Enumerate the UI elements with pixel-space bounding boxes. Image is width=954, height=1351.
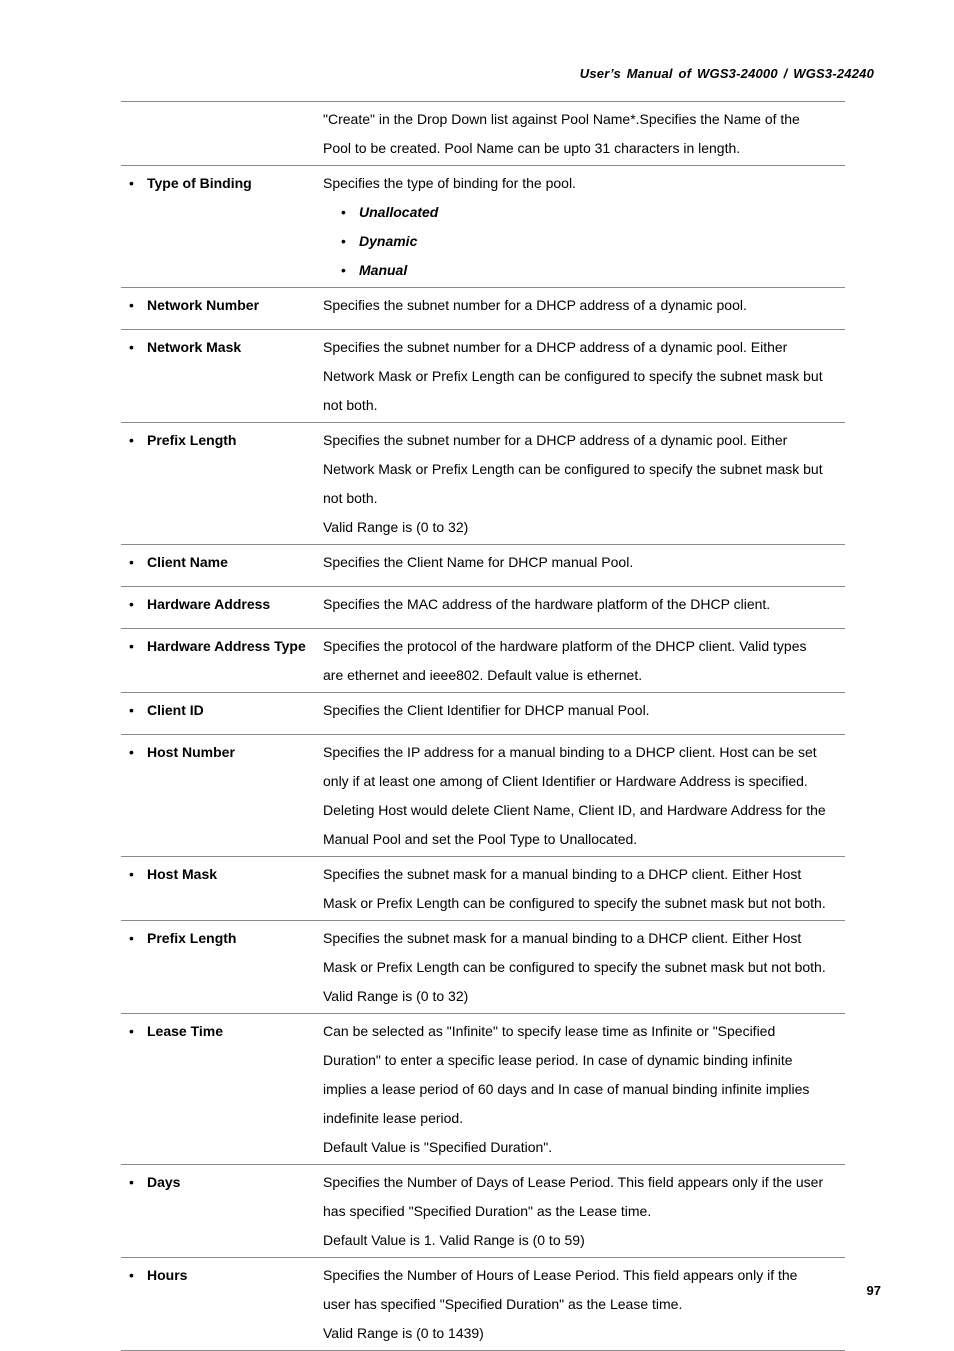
description-line: Can be selected as "Infinite" to specify lease time as Infinite or "Specified bbox=[323, 1023, 776, 1039]
binding-option-label: Manual bbox=[359, 262, 408, 278]
description-line: Specifies the IP address for a manual binding to a DHCP client. Host can be set bbox=[323, 744, 817, 760]
table-row bbox=[121, 1014, 845, 1165]
parameter-name-cell bbox=[121, 166, 323, 288]
table-row bbox=[121, 423, 845, 545]
table-row bbox=[121, 330, 845, 423]
description-line: Specifies the subnet number for a DHCP address of a dynamic pool. Either bbox=[323, 339, 788, 355]
description-line: Specifies the subnet mask for a manual binding to a DHCP client. Either Host bbox=[323, 866, 802, 882]
description-line: user has specified "Specified Duration" as the Lease time. bbox=[323, 1296, 683, 1312]
description-line: Specifies the Number of Hours of Lease Period. This field appears only if the bbox=[323, 1267, 798, 1283]
parameter-name-cell bbox=[121, 857, 323, 921]
description-line: not both. bbox=[323, 397, 378, 413]
parameter-name: Days bbox=[147, 1174, 181, 1190]
parameter-description-cell bbox=[323, 1014, 845, 1165]
parameter-name: Host Mask bbox=[147, 866, 218, 882]
description-line: Specifies the type of binding for the pool. bbox=[323, 175, 576, 191]
description-line: Default Value is "Specified Duration". bbox=[323, 1139, 553, 1155]
description-line: indefinite lease period. bbox=[323, 1110, 464, 1126]
parameter-name: Hardware Address Type bbox=[147, 638, 306, 654]
bullet-icon: • bbox=[129, 297, 134, 313]
bullet-icon: • bbox=[129, 339, 134, 355]
table-row bbox=[121, 857, 845, 921]
parameter-description-cell bbox=[323, 423, 845, 545]
parameter-description-cell bbox=[323, 545, 845, 587]
parameter-description-cell bbox=[323, 166, 845, 288]
parameter-description-cell bbox=[323, 288, 845, 330]
running-header: User’s Manual of WGS3-24000 / WGS3-24240 bbox=[579, 66, 874, 81]
parameter-description-cell bbox=[323, 629, 845, 693]
description-line: only if at least one among of Client Identifier or Hardware Address is specified. bbox=[323, 773, 808, 789]
description-line: Specifies the subnet number for a DHCP address of a dynamic pool. bbox=[323, 297, 747, 313]
table-row bbox=[121, 587, 845, 629]
parameter-name-cell bbox=[121, 330, 323, 423]
parameter-table bbox=[121, 101, 845, 1351]
table-row bbox=[121, 735, 845, 857]
parameter-description-cell bbox=[323, 1165, 845, 1258]
bullet-icon: • bbox=[129, 554, 134, 570]
table-row bbox=[121, 545, 845, 587]
description-line: Specifies the Client Name for DHCP manual Pool. bbox=[323, 554, 634, 570]
table-row bbox=[121, 629, 845, 693]
description-line: Duration" to enter a specific lease period. In case of dynamic binding infinite bbox=[323, 1052, 793, 1068]
parameter-description-cell bbox=[323, 1258, 845, 1351]
parameter-name-cell bbox=[121, 921, 323, 1014]
parameter-name: Prefix Length bbox=[147, 432, 237, 448]
parameter-description-cell bbox=[323, 857, 845, 921]
description-line: "Create" in the Drop Down list against Pool Name*.Specifies the Name of the bbox=[323, 111, 800, 127]
bullet-icon: • bbox=[341, 262, 346, 278]
description-line: Specifies the protocol of the hardware platform of the DHCP client. Valid types bbox=[323, 638, 807, 654]
bullet-icon: • bbox=[129, 432, 134, 448]
parameter-description-cell bbox=[323, 921, 845, 1014]
description-line: Specifies the subnet mask for a manual binding to a DHCP client. Either Host bbox=[323, 930, 802, 946]
bullet-icon: • bbox=[129, 1174, 134, 1190]
bullet-icon: • bbox=[129, 175, 134, 191]
parameter-name: Hardware Address bbox=[147, 596, 271, 612]
bullet-icon: • bbox=[129, 1267, 134, 1283]
description-line: Network Mask or Prefix Length can be configured to specify the subnet mask but bbox=[323, 461, 823, 477]
description-line: not both. bbox=[323, 490, 378, 506]
bullet-icon: • bbox=[341, 204, 346, 220]
description-line: Valid Range is (0 to 32) bbox=[323, 988, 469, 1004]
binding-option bbox=[323, 227, 841, 256]
description-line: Specifies the subnet number for a DHCP address of a dynamic pool. Either bbox=[323, 432, 788, 448]
binding-option-label: Unallocated bbox=[359, 204, 439, 220]
binding-option bbox=[323, 198, 841, 227]
description-line: Specifies the Number of Days of Lease Period. This field appears only if the user bbox=[323, 1174, 824, 1190]
parameter-name-cell bbox=[121, 693, 323, 735]
description-line: Pool to be created. Pool Name can be upto 31 characters in length. bbox=[323, 140, 741, 156]
bullet-icon: • bbox=[129, 702, 134, 718]
bullet-icon: • bbox=[129, 596, 134, 612]
parameter-name: Type of Binding bbox=[147, 175, 252, 191]
parameter-name-cell bbox=[121, 629, 323, 693]
parameter-name-cell bbox=[121, 102, 323, 166]
parameter-name-cell bbox=[121, 735, 323, 857]
description-line: has specified "Specified Duration" as the Lease time. bbox=[323, 1203, 652, 1219]
bullet-icon: • bbox=[129, 930, 134, 946]
parameter-name: Client Name bbox=[147, 554, 228, 570]
bullet-icon: • bbox=[129, 744, 134, 760]
parameter-name-cell bbox=[121, 1165, 323, 1258]
binding-option-label: Dynamic bbox=[359, 233, 418, 249]
bullet-icon: • bbox=[341, 233, 346, 249]
parameter-name: Host Number bbox=[147, 744, 235, 760]
description-line: Specifies the Client Identifier for DHCP manual Pool. bbox=[323, 702, 650, 718]
table-row bbox=[121, 1165, 845, 1258]
parameter-name: Prefix Length bbox=[147, 930, 237, 946]
parameter-name: Client ID bbox=[147, 702, 204, 718]
table-row bbox=[121, 166, 845, 288]
parameter-description-cell bbox=[323, 587, 845, 629]
parameter-description-cell bbox=[323, 330, 845, 423]
parameter-name-cell bbox=[121, 423, 323, 545]
binding-option bbox=[323, 256, 841, 285]
description-line: Manual Pool and set the Pool Type to Unallocated. bbox=[323, 831, 638, 847]
parameter-name: Network Mask bbox=[147, 339, 242, 355]
parameter-name-cell bbox=[121, 1014, 323, 1165]
description-line: Valid Range is (0 to 32) bbox=[323, 519, 469, 535]
parameter-description-cell bbox=[323, 735, 845, 857]
table-row bbox=[121, 693, 845, 735]
parameter-name: Lease Time bbox=[147, 1023, 224, 1039]
parameter-description-cell bbox=[323, 693, 845, 735]
parameter-name-cell bbox=[121, 587, 323, 629]
table-row bbox=[121, 1258, 845, 1351]
table-row bbox=[121, 102, 845, 166]
parameter-name: Network Number bbox=[147, 297, 260, 313]
bullet-icon: • bbox=[129, 866, 134, 882]
description-line: Valid Range is (0 to 1439) bbox=[323, 1325, 484, 1341]
table-row bbox=[121, 288, 845, 330]
bullet-icon: • bbox=[129, 1023, 134, 1039]
table-row bbox=[121, 921, 845, 1014]
description-line: Mask or Prefix Length can be configured to specify the subnet mask but not both. bbox=[323, 895, 826, 911]
parameter-name-cell bbox=[121, 1258, 323, 1351]
parameter-name-cell bbox=[121, 545, 323, 587]
parameter-name: Hours bbox=[147, 1267, 188, 1283]
bullet-icon: • bbox=[129, 638, 134, 654]
description-line: Specifies the MAC address of the hardware platform of the DHCP client. bbox=[323, 596, 771, 612]
parameter-description-cell bbox=[323, 102, 845, 166]
description-line: Mask or Prefix Length can be configured to specify the subnet mask but not both. bbox=[323, 959, 826, 975]
description-line: Deleting Host would delete Client Name, Client ID, and Hardware Address for the bbox=[323, 802, 826, 818]
description-line: Network Mask or Prefix Length can be configured to specify the subnet mask but bbox=[323, 368, 823, 384]
parameter-name-cell bbox=[121, 288, 323, 330]
description-line: implies a lease period of 60 days and In case of manual binding infinite implies bbox=[323, 1081, 810, 1097]
page-number: 97 bbox=[866, 1283, 881, 1298]
description-line: are ethernet and ieee802. Default value is ethernet. bbox=[323, 667, 643, 683]
description-line: Default Value is 1. Valid Range is (0 to 59) bbox=[323, 1232, 585, 1248]
